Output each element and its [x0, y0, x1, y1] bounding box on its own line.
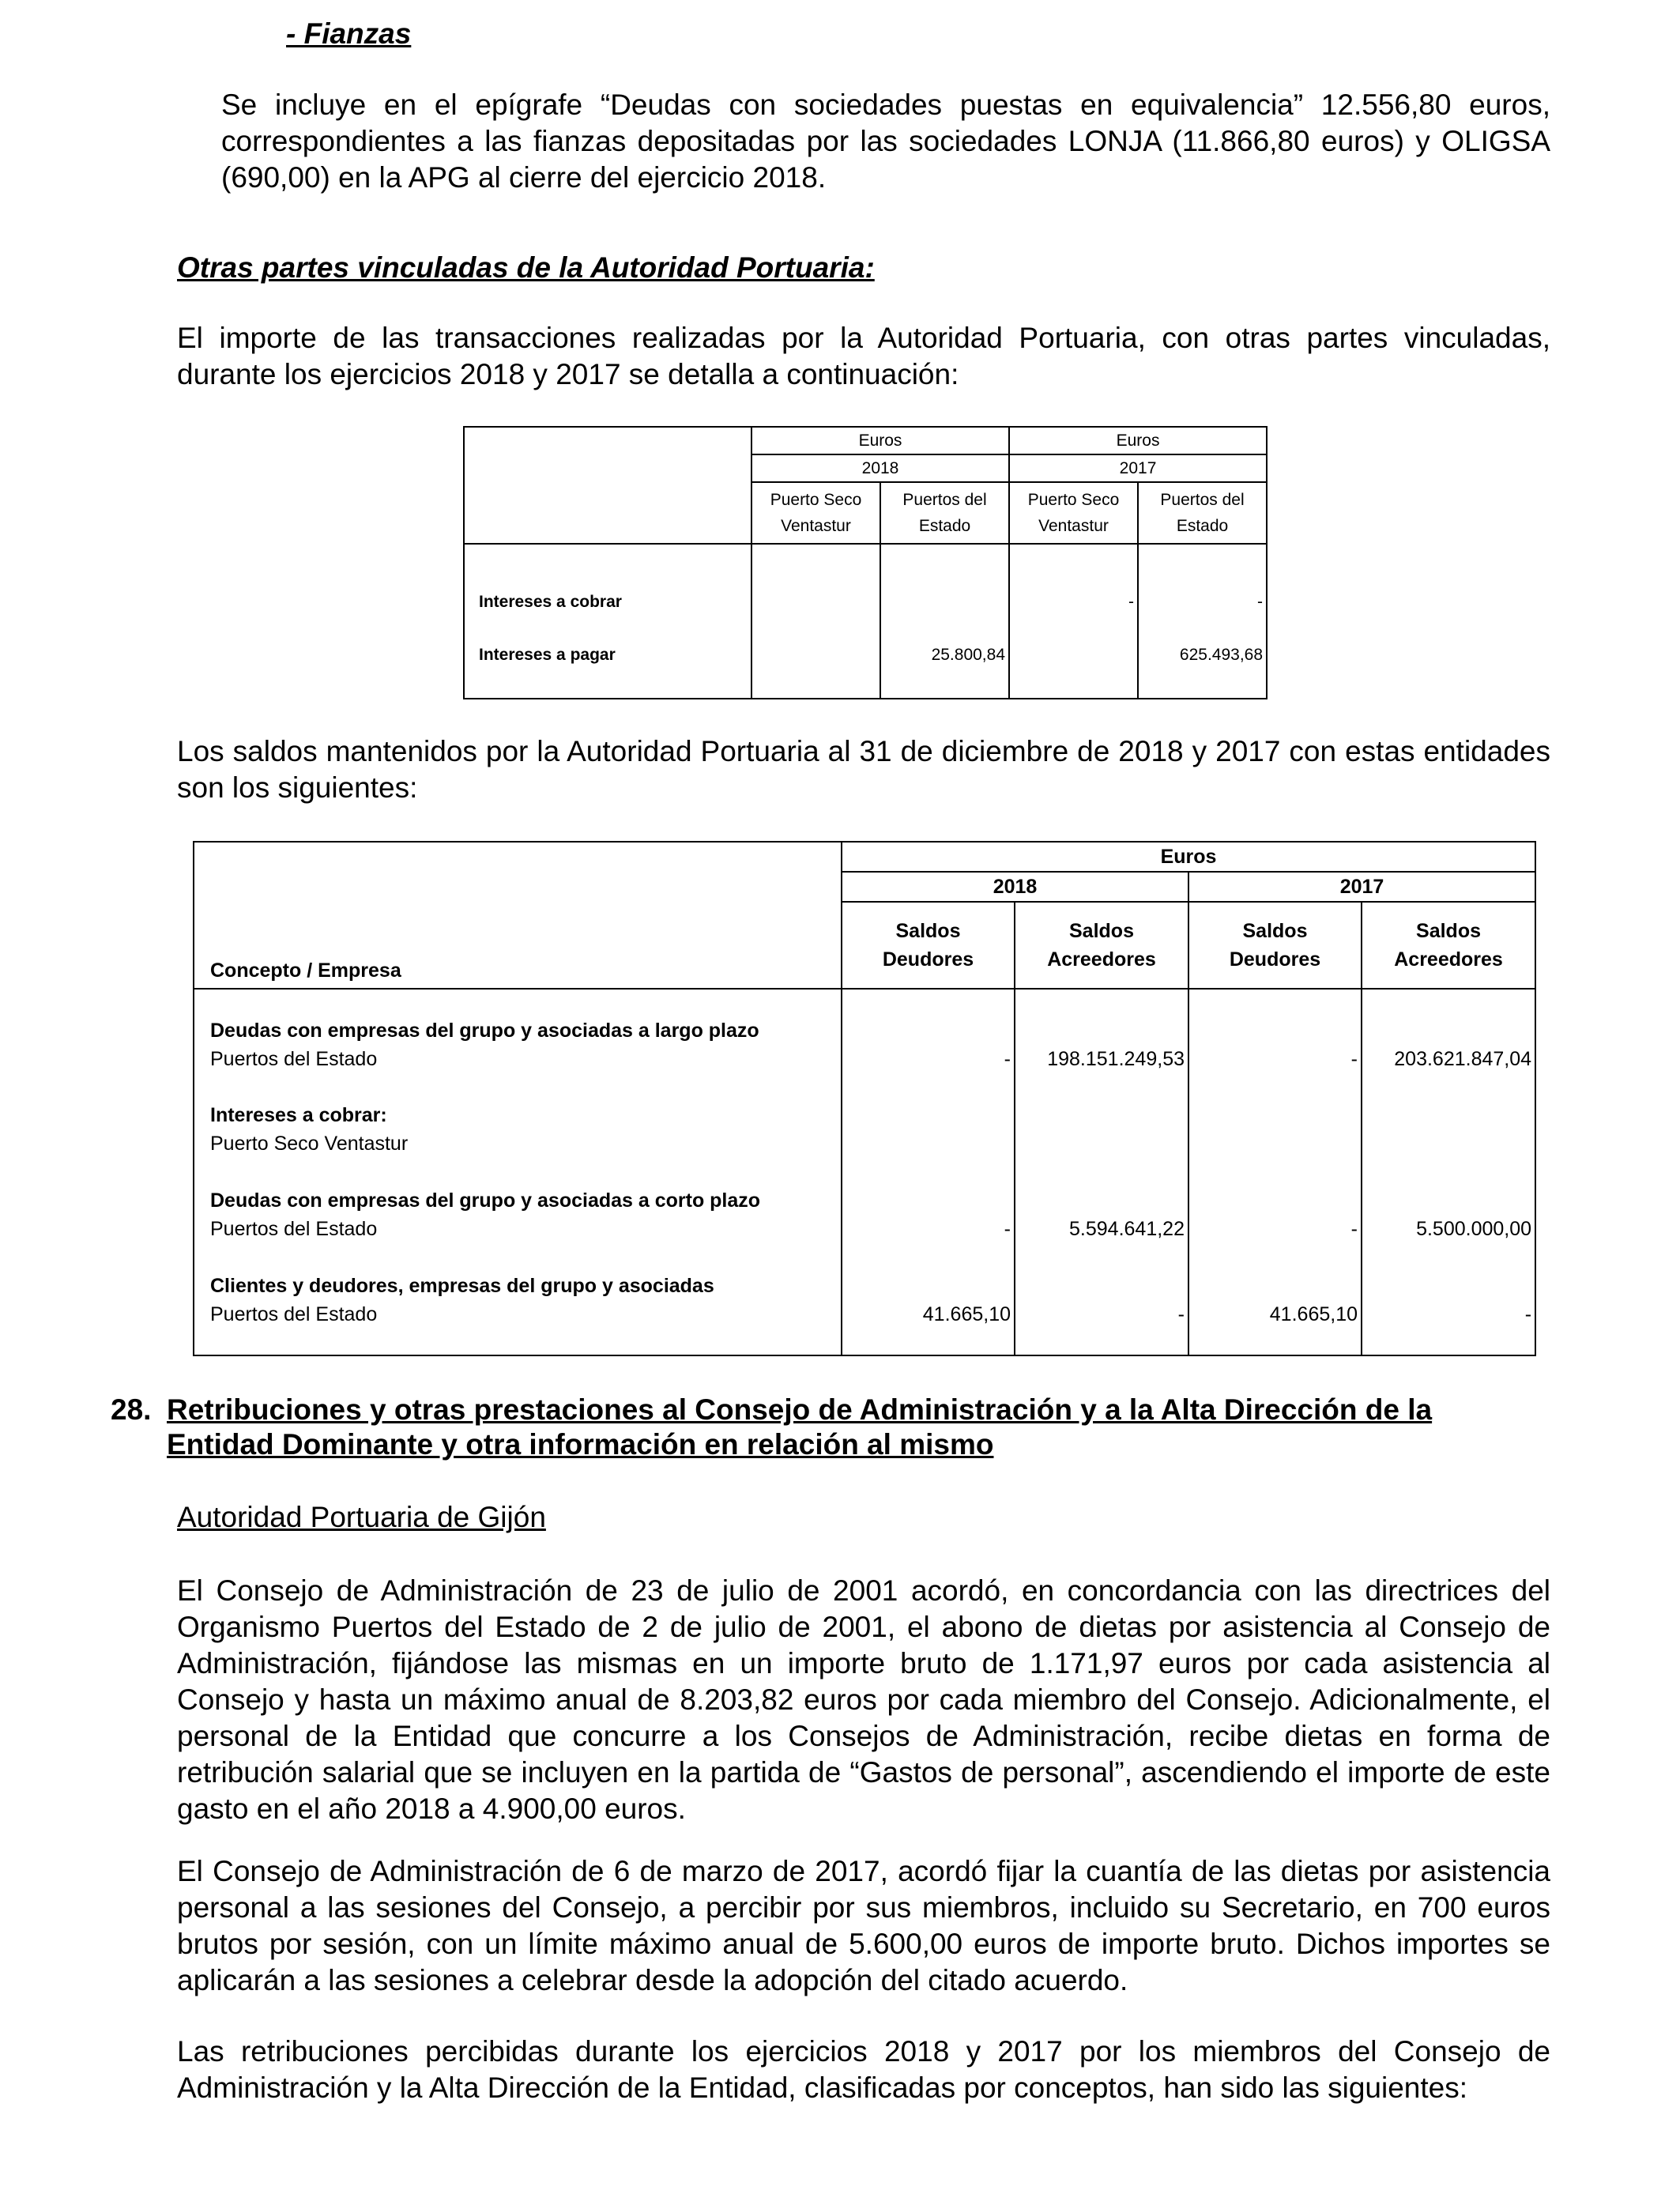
table1-col-puertos-2018: Puertos del Estado	[880, 482, 1009, 544]
table1-cell: -	[1138, 544, 1267, 620]
table2-cell	[842, 1073, 1015, 1158]
table1-col-ventastur-2018: Puerto Seco Ventastur	[751, 482, 880, 544]
table2-group: Deudas con empresas del grupo y asociadas a corto plazo Puertos del Estado	[210, 1189, 761, 1240]
table1-year-2017: 2017	[1009, 454, 1267, 482]
section28-paragraph-1: El Consejo de Administración de 23 de julio de 2001 acordó, en concordancia con las directrices del Organismo Puertos del Estado de 2 de julio de 2001, el abono de dietas por asistencia al Consejo de Administración, fijándose las mismas en un importe bruto de 1.171,97 euros por cada asistencia al Consejo y hasta un máximo anual de 8.203,82 euros por cada miembro del Consejo. Adicionalmente, el personal de la Entidad que concurre a los Consejos de Administración, recibe dietas en forma de retribución salarial que se incluyen en la partida de “Gastos de personal”, ascendiendo el importe de este gasto en el año 2018 a 4.900,00 euros.	[177, 1574, 1550, 1825]
table2-cell	[1188, 1073, 1362, 1158]
table1-cell	[880, 544, 1009, 620]
balances-table	[193, 841, 1536, 1356]
table1-cell	[751, 620, 880, 699]
section28-title: Retribuciones y otras prestaciones al Consejo de Administración y a la Alta Dirección de la Entidad Dominante y otra información en relación al mismo	[167, 1393, 1433, 1461]
section28-paragraph-2: El Consejo de Administración de 6 de marzo de 2017, acordó fijar la cuantía de las dietas por asistencia personal a las sesiones del Consejo, a percibir por sus miembros, incluido su Secretario, en 700 euros brutos por sesión, con un límite máximo anual de 5.600,00 euros de importe bruto. Dichos importes se aplicarán a las sesiones a celebrar desde la adopción del citado acuerdo.	[177, 1855, 1550, 1996]
table2-cell: 41.665,10	[1188, 1243, 1362, 1355]
fianzas-heading: - Fianzas	[286, 17, 412, 50]
table2-col-deudores-2018: Saldos Deudores	[842, 902, 1015, 989]
table2-group: Deudas con empresas del grupo y asociadas a largo plazo Puertos del Estado	[210, 1020, 759, 1070]
saldos-paragraph: Los saldos mantenidos por la Autoridad Portuaria al 31 de diciembre de 2018 y 2017 con estas entidades son los siguientes:	[177, 735, 1550, 804]
table2-cell: -	[1362, 1243, 1535, 1355]
fianzas-paragraph: Se incluye en el epígrafe “Deudas con sociedades puestas en equivalencia” 12.556,80 euros, correspondientes a las fianzas depositadas por las sociedades LONJA (11.866,80 euros) y OLIGSA (690,00) en la APG al cierre del ejercicio 2018.	[221, 89, 1550, 194]
section28-number: 28.	[111, 1393, 152, 1426]
table2-cell: -	[1188, 1158, 1362, 1243]
table1-cell: 25.800,84	[880, 620, 1009, 699]
table1-col-puertos-2017: Puertos del Estado	[1138, 482, 1267, 544]
table1-cell: -	[1009, 544, 1138, 620]
table2-year-2017: 2017	[1188, 872, 1535, 902]
table1-corner	[464, 427, 751, 544]
table2-col-acreedores-2018: Saldos Acreedores	[1015, 902, 1188, 989]
table2-currency: Euros	[842, 842, 1535, 872]
table2-concept-header: Concepto / Empresa	[210, 959, 401, 982]
table1-year-2018: 2018	[751, 454, 1009, 482]
table2-col-acreedores-2017: Saldos Acreedores	[1362, 902, 1535, 989]
table2-cell: -	[842, 989, 1015, 1073]
table1-cell	[1009, 620, 1138, 699]
table2-cell: -	[1015, 1243, 1188, 1355]
transactions-table	[463, 426, 1268, 699]
table2-col-deudores-2017: Saldos Deudores	[1188, 902, 1362, 989]
table2-cell: -	[1188, 989, 1362, 1073]
table1-cell: 625.493,68	[1138, 620, 1267, 699]
table2-cell: 5.594.641,22	[1015, 1158, 1188, 1243]
section28-paragraph-3: Las retribuciones percibidas durante los ejercicios 2018 y 2017 por los miembros del Consejo de Administración y la Alta Dirección de la Entidad, clasificadas por conceptos, han sido las siguientes:	[177, 2035, 1550, 2104]
table2-cell	[1362, 1073, 1535, 1158]
table1-cell	[751, 544, 880, 620]
otras-partes-paragraph: El importe de las transacciones realizadas por la Autoridad Portuaria, con otras partes vinculadas, durante los ejercicios 2018 y 2017 se detalla a continuación:	[177, 322, 1550, 390]
section28-subheading: Autoridad Portuaria de Gijón	[177, 1501, 546, 1533]
table1-currency-2018: Euros	[751, 427, 1009, 454]
table1-currency-2017: Euros	[1009, 427, 1267, 454]
table2-cell	[1015, 1073, 1188, 1158]
table2-group: Clientes y deudores, empresas del grupo y asociadas Puertos del Estado	[210, 1275, 714, 1325]
table2-cell: 203.621.847,04	[1362, 989, 1535, 1073]
table2-year-2018: 2018	[842, 872, 1188, 902]
table1-row-label: Intereses a cobrar	[479, 593, 622, 611]
table1-col-ventastur-2017: Puerto Seco Ventastur	[1009, 482, 1138, 544]
table2-group: Intereses a cobrar: Puerto Seco Ventastur	[210, 1104, 409, 1155]
table2-cell: 5.500.000,00	[1362, 1158, 1535, 1243]
table2-cell: 41.665,10	[842, 1243, 1015, 1355]
table2-cell: -	[842, 1158, 1015, 1243]
table1-row-label: Intereses a pagar	[479, 646, 616, 664]
table2-cell: 198.151.249,53	[1015, 989, 1188, 1073]
otras-partes-heading: Otras partes vinculadas de la Autoridad Portuaria:	[177, 251, 875, 284]
